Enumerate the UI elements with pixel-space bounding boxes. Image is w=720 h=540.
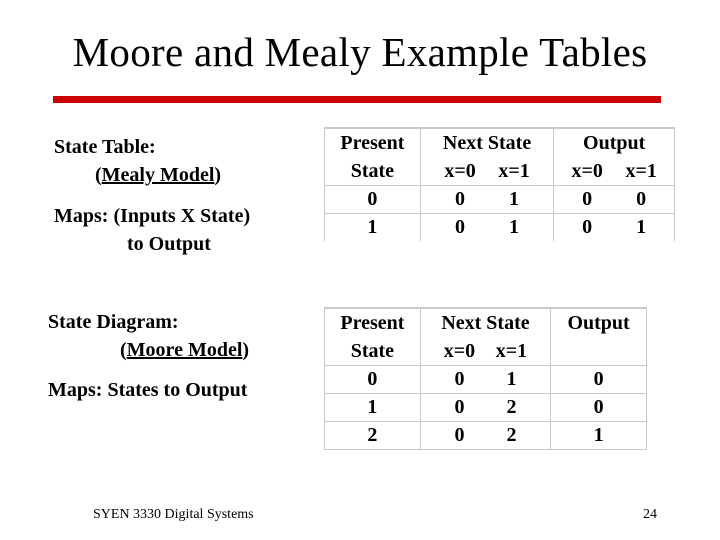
table-row — [325, 214, 675, 242]
mealy-present-cell: 1 — [325, 214, 421, 242]
mealy-maps-line1: Maps: (Inputs X State) — [54, 205, 251, 227]
moore-heading: State Diagram: — [48, 311, 179, 333]
mealy-model-label: (Mealy Model) — [95, 164, 222, 186]
moore-next-cell: 0 1 — [420, 366, 550, 394]
moore-present-cell: 0 — [325, 366, 421, 394]
mealy-header-next-inputs: x=0 x=1 — [420, 157, 553, 186]
moore-present-cell: 1 — [325, 394, 421, 422]
footer-course: SYEN 3330 Digital Systems — [93, 507, 254, 522]
mealy-output-cell: 0 0 — [554, 186, 675, 214]
moore-model-label: (Moore Model) — [120, 339, 250, 361]
mealy-present-cell: 0 — [325, 186, 421, 214]
moore-output-cell: 0 — [551, 394, 647, 422]
mealy-header-present: Present — [325, 128, 421, 157]
mealy-header-output: Output — [554, 128, 675, 157]
mealy-heading: State Table: — [54, 136, 156, 158]
moore-header-output-blank — [551, 337, 647, 366]
moore-header-output: Output — [551, 308, 647, 337]
mealy-header-present-2: State — [325, 157, 421, 186]
moore-header-next: Next State — [420, 308, 550, 337]
mealy-header-next: Next State — [420, 128, 553, 157]
table-row — [325, 186, 675, 214]
table-row — [325, 394, 647, 422]
page-number: 24 — [643, 507, 657, 522]
mealy-maps-line2: to Output — [127, 233, 211, 255]
mealy-next-cell: 0 1 — [420, 214, 553, 242]
title-underline — [53, 96, 661, 103]
moore-header-present-2: State — [325, 337, 421, 366]
mealy-next-cell: 0 1 — [420, 186, 553, 214]
moore-output-cell: 1 — [551, 422, 647, 450]
mealy-output-cell: 0 1 — [554, 214, 675, 242]
moore-state-table — [324, 307, 647, 450]
moore-next-cell: 0 2 — [420, 422, 550, 450]
moore-output-cell: 0 — [551, 366, 647, 394]
moore-maps-line1: Maps: States to Output — [48, 379, 248, 401]
moore-present-cell: 2 — [325, 422, 421, 450]
table-row — [325, 422, 647, 450]
moore-header-present: Present — [325, 308, 421, 337]
moore-header-next-inputs: x=0 x=1 — [420, 337, 550, 366]
mealy-state-table — [324, 127, 675, 241]
slide-title: Moore and Mealy Example Tables — [72, 29, 648, 75]
moore-next-cell: 0 2 — [420, 394, 550, 422]
table-row — [325, 366, 647, 394]
mealy-header-output-inputs: x=0 x=1 — [554, 157, 675, 186]
